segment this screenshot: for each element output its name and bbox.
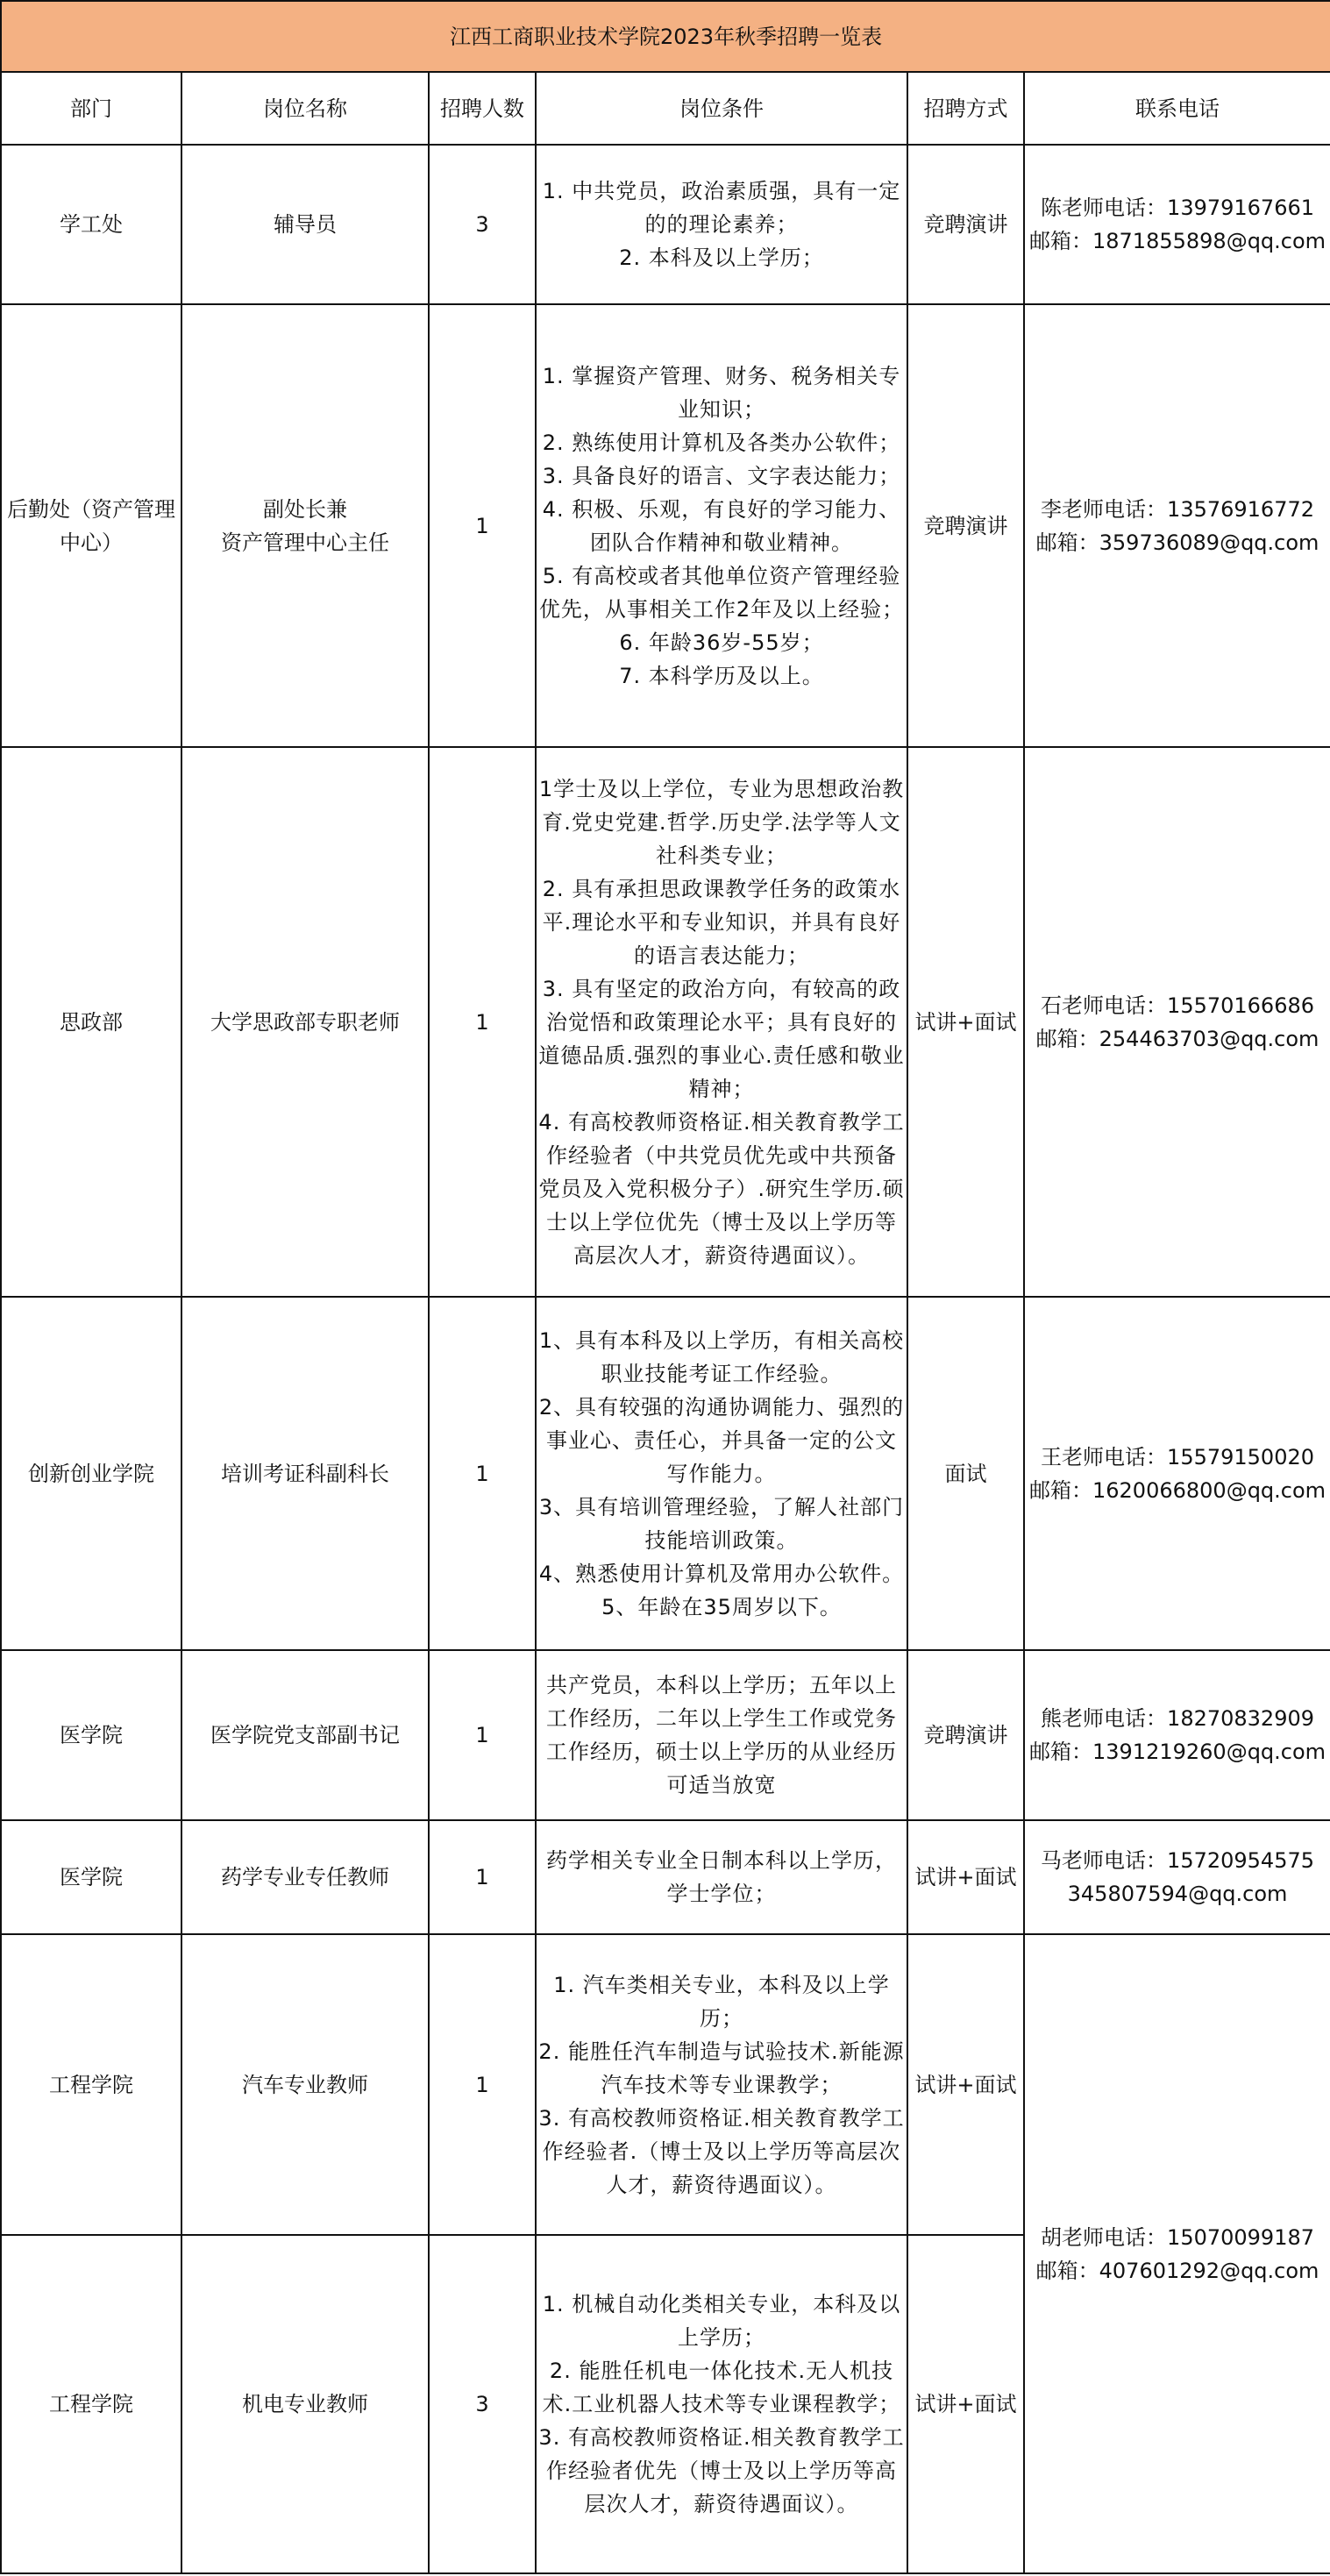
contact-email: 345807594@qq.com <box>1067 1882 1288 1906</box>
method-cell: 面试 <box>907 1297 1024 1650</box>
header-count: 招聘人数 <box>429 72 536 145</box>
dept-cell: 创新创业学院 <box>1 1297 181 1650</box>
requirement-item: 1. 掌握资产管理、财务、税务相关专业知识； <box>542 363 901 422</box>
count-cell: 1 <box>429 1934 536 2235</box>
contact-cell <box>1024 145 1330 304</box>
method-cell: 试讲+面试 <box>907 1934 1024 2235</box>
method-cell: 竞聘演讲 <box>907 1650 1024 1820</box>
contact-cell <box>1024 304 1330 747</box>
requirements-cell <box>536 2235 907 2573</box>
contact-phone: 李老师电话：13576916772 <box>1041 496 1315 522</box>
requirement-item: 1. 机械自动化类相关专业，本科及以上学历； <box>542 2292 901 2350</box>
header-row <box>1 72 1330 145</box>
requirement-item: 2. 本科及以上学历； <box>619 246 824 270</box>
requirement-item: 6. 年龄36岁-55岁； <box>619 630 824 655</box>
contact-email: 邮箱：1871855898@qq.com <box>1029 229 1326 253</box>
requirement-item: 共产党员，本科以上学历；五年以上工作经历，二年以上学生工作或党务工作经历，硕士以上学历的从业经历可适当放宽 <box>546 1673 897 1797</box>
dept-cell: 工程学院 <box>1 2235 181 2573</box>
requirements-cell <box>536 1297 907 1650</box>
method-cell: 试讲+面试 <box>907 747 1024 1297</box>
contact-phone: 王老师电话：15579150020 <box>1041 1444 1315 1469</box>
contact-email: 邮箱：407601292@qq.com <box>1035 2258 1319 2283</box>
count-cell: 1 <box>429 1650 536 1820</box>
header-dept: 部门 <box>1 72 181 145</box>
table-row <box>1 145 1330 304</box>
contact-phone: 马老师电话：15720954575 <box>1041 1848 1315 1873</box>
position-cell: 医学院党支部副书记 <box>181 1650 429 1820</box>
dept-cell: 医学院 <box>1 1820 181 1934</box>
method-cell: 竞聘演讲 <box>907 304 1024 747</box>
position-cell: 大学思政部专职老师 <box>181 747 429 1297</box>
header-position: 岗位名称 <box>181 72 429 145</box>
contact-phone: 石老师电话：15570166686 <box>1041 993 1315 1018</box>
requirement-item: 1学士及以上学位，专业为思想政治教育.党史党建.哲学.历史学.法学等人文社科类专业； <box>538 776 905 868</box>
position-cell: 药学专业专任教师 <box>181 1820 429 1934</box>
requirement-item: 药学相关专业全日制本科以上学历，学士学位； <box>546 1848 897 1906</box>
contact-email: 邮箱：1391219260@qq.com <box>1029 1740 1326 1764</box>
dept-cell: 工程学院 <box>1 1934 181 2235</box>
count-cell: 1 <box>429 1820 536 1934</box>
contact-cell <box>1024 1297 1330 1650</box>
position-line: 副处长兼 <box>263 496 347 522</box>
dept-cell: 思政部 <box>1 747 181 1297</box>
contact-email: 邮箱：1620066800@qq.com <box>1029 1477 1326 1503</box>
requirement-item: 3. 有高校教师资格证.相关教育教学工作经验者.（博士及以上学历等高层次人才，薪资待遇面议）。 <box>538 2105 905 2197</box>
table-row <box>1 304 1330 747</box>
method-cell: 试讲+面试 <box>907 2235 1024 2573</box>
requirement-item: 7. 本科学历及以上。 <box>619 663 824 688</box>
requirements-cell <box>536 304 907 747</box>
count-cell: 1 <box>429 747 536 1297</box>
table-row <box>1 1650 1330 1820</box>
header-method: 招聘方式 <box>907 72 1024 145</box>
contact-phone: 熊老师电话：18270832909 <box>1041 1706 1315 1731</box>
requirement-item: 1. 中共党员，政治素质强，具有一定的的理论素养； <box>542 179 901 237</box>
requirement-item: 3. 具备良好的语言、文字表达能力； <box>542 463 901 488</box>
dept-cell: 医学院 <box>1 1650 181 1820</box>
requirement-item: 3. 具有坚定的政治方向，有较高的政治觉悟和政策理论水平；具有良好的道德品质.强烈的事业心.责任感和敬业精神； <box>538 976 905 1101</box>
requirement-item: 2. 具有承担思政课教学任务的政策水平.理论水平和专业知识，并具有良好的语言表达能力； <box>542 876 901 968</box>
position-cell: 培训考证科副科长 <box>181 1297 429 1650</box>
table-row <box>1 1820 1330 1934</box>
contact-cell <box>1024 747 1330 1297</box>
contact-phone: 胡老师电话：15070099187 <box>1041 2224 1315 2250</box>
requirement-item: 4. 有高校教师资格证.相关教育教学工作经验者（中共党员优先或中共预备党员及入党积极分子）.研究生学历.硕士以上学位优先（博士及以上学历等高层次人才，薪资待遇面议）。 <box>538 1109 905 1268</box>
position-cell <box>181 304 429 747</box>
requirement-item: 4、熟悉使用计算机及常用办公软件。 <box>538 1561 905 1586</box>
count-cell: 1 <box>429 1297 536 1650</box>
requirement-item: 2、具有较强的沟通协调能力、强烈的事业心、责任心，并具备一定的公文写作能力。 <box>538 1394 905 1486</box>
contact-cell-shared <box>1024 1934 1330 2573</box>
requirements-cell <box>536 145 907 304</box>
requirements-cell <box>536 1650 907 1820</box>
header-requirements: 岗位条件 <box>536 72 907 145</box>
requirement-item: 4. 积极、乐观，有良好的学习能力、团队合作精神和敬业精神。 <box>542 496 901 555</box>
count-cell: 1 <box>429 304 536 747</box>
requirement-item: 1、具有本科及以上学历，有相关高校职业技能考证工作经验。 <box>538 1327 905 1386</box>
requirement-item: 2. 熟练使用计算机及各类办公软件； <box>542 430 901 455</box>
dept-cell: 后勤处（资产管理中心） <box>1 304 181 747</box>
dept-cell: 学工处 <box>1 145 181 304</box>
requirements-cell <box>536 747 907 1297</box>
table-row <box>1 1934 1330 2235</box>
requirement-item: 3、具有培训管理经验，了解人社部门技能培训政策。 <box>538 1494 905 1553</box>
requirement-item: 2. 能胜任汽车制造与试验技术.新能源汽车技术等专业课教学； <box>538 2039 905 2097</box>
requirement-item: 5、年龄在35周岁以下。 <box>601 1594 842 1619</box>
position-line: 资产管理中心主任 <box>221 530 389 555</box>
table-row <box>1 747 1330 1297</box>
position-cell: 汽车专业教师 <box>181 1934 429 2235</box>
contact-phone: 陈老师电话：13979167661 <box>1041 196 1315 220</box>
table-row <box>1 1297 1330 1650</box>
method-cell: 试讲+面试 <box>907 1820 1024 1934</box>
position-cell: 机电专业教师 <box>181 2235 429 2573</box>
contact-email: 邮箱：254463703@qq.com <box>1035 1026 1319 1051</box>
requirement-item: 3. 有高校教师资格证.相关教育教学工作经验者优先（博士及以上学历等高层次人才，薪资待遇面议）。 <box>538 2425 905 2516</box>
method-cell: 竞聘演讲 <box>907 145 1024 304</box>
requirement-item: 2. 能胜任机电一体化技术.无人机技术.工业机器人技术等专业课程教学； <box>542 2359 901 2416</box>
count-cell: 3 <box>429 2235 536 2573</box>
requirements-cell <box>536 1934 907 2235</box>
requirement-item: 5. 有高校或者其他单位资产管理经验优先，从事相关工作2年及以上经验； <box>538 563 905 622</box>
requirement-item: 1. 汽车类相关专业，本科及以上学历； <box>553 1972 890 2031</box>
header-contact: 联系电话 <box>1024 72 1330 145</box>
requirements-cell <box>536 1820 907 1934</box>
contact-email: 邮箱：359736089@qq.com <box>1035 530 1319 555</box>
contact-cell <box>1024 1650 1330 1820</box>
count-cell: 3 <box>429 145 536 304</box>
position-cell: 辅导员 <box>181 145 429 304</box>
contact-cell <box>1024 1820 1330 1934</box>
table-title: 江西工商职业技术学院2023年秋季招聘一览表 <box>1 1 1330 72</box>
